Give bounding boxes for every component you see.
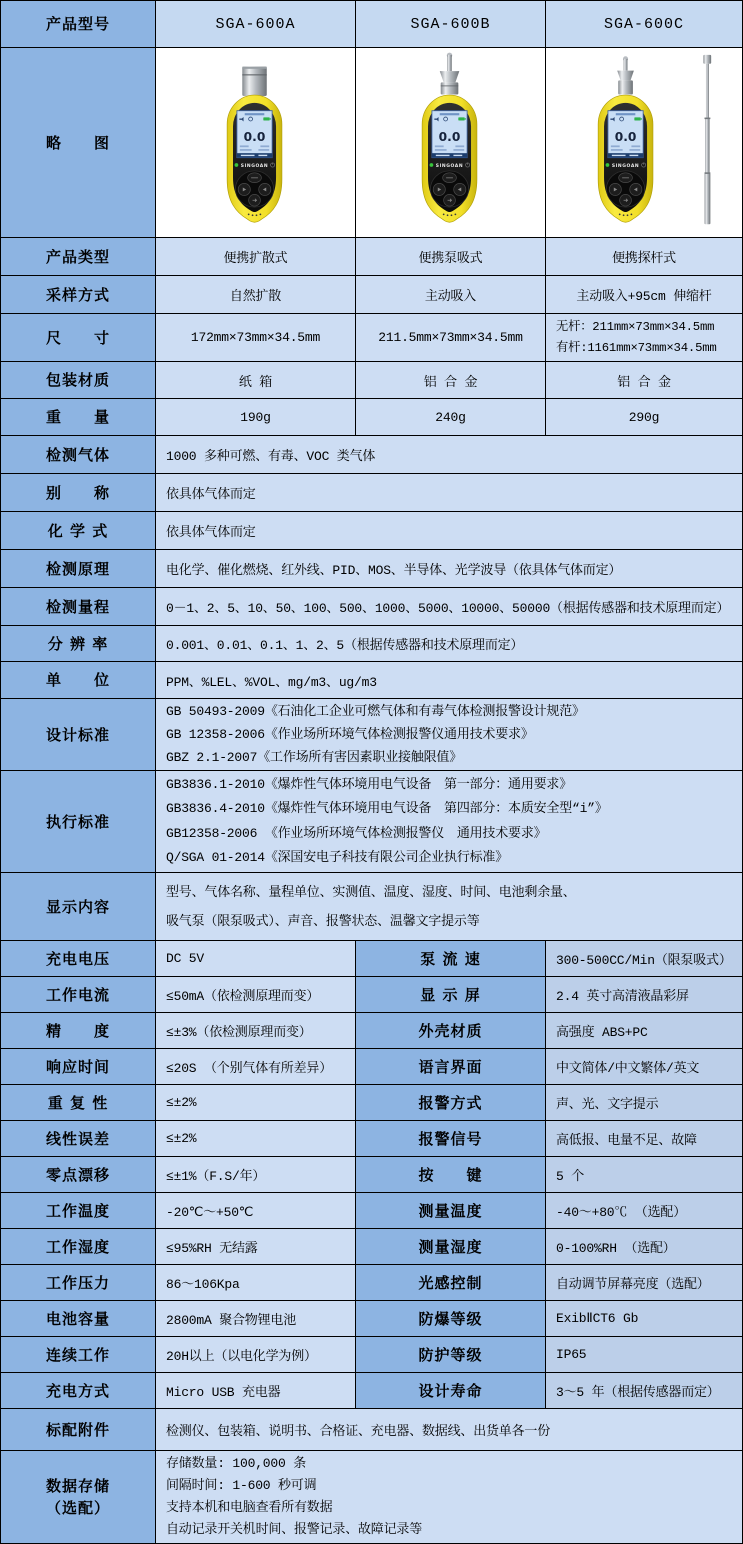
spec-value-weight-1: 240g xyxy=(356,399,546,435)
spec-value-shell-material: 高强度 ABS+PC xyxy=(546,1013,742,1048)
spec-row-display-content xyxy=(1,873,742,941)
sketch-row xyxy=(1,48,742,238)
spec-label-working-temperature: 工作温度 xyxy=(1,1193,156,1228)
spec-label-dimensions: 尺 寸 xyxy=(1,314,156,361)
spec-label-alarm-mode: 报警方式 xyxy=(356,1085,546,1120)
spec-row-resolution xyxy=(1,626,742,662)
spec-label-working-current: 工作电流 xyxy=(1,977,156,1012)
gas-detector-illustration xyxy=(377,52,524,233)
spec-value-explosion-proof-rating: ExibⅡCT6 Gb xyxy=(546,1301,742,1336)
spec-value-weight-2: 290g xyxy=(546,399,742,435)
spec-row-alias xyxy=(1,474,742,512)
spec-value-linearity-error: ≤±2% xyxy=(156,1121,356,1156)
spec-value-sampling-method-1: 主动吸入 xyxy=(356,276,546,313)
device-photo-sga-600a xyxy=(156,48,356,237)
spec-value-detection-principle: 电化学、催化燃烧、红外线、PID、MOS、半导体、光学波导（依具体气体而定） xyxy=(156,550,742,587)
spec-row-working-temperature xyxy=(1,1193,742,1229)
spec-value-standard-accessories: 检测仪、包装箱、说明书、合格证、充电器、数据线、出货单各一份 xyxy=(156,1409,742,1450)
sketch-label: 略 图 xyxy=(1,48,156,237)
spec-value-working-temperature: -20℃～+50℃ xyxy=(156,1193,356,1228)
spec-row-detection-range xyxy=(1,588,742,626)
svg-text:0.0: 0.0 xyxy=(438,130,461,145)
spec-value-charge-method: Micro USB 充电器 xyxy=(156,1373,356,1408)
spec-value-packaging-material-0: 纸 箱 xyxy=(156,362,356,398)
spec-value-buttons: 5 个 xyxy=(546,1157,742,1192)
spec-label-detected-gases: 检测气体 xyxy=(1,436,156,473)
spec-label-language-interface: 语言界面 xyxy=(356,1049,546,1084)
spec-label-resolution: 分 辨 率 xyxy=(1,626,156,661)
spec-label-display-content: 显示内容 xyxy=(1,873,156,940)
spec-row-battery-capacity xyxy=(1,1301,742,1337)
spec-value-accuracy: ≤±3%（依检测原理而变） xyxy=(156,1013,356,1048)
spec-value-detection-range: 0－1、2、5、10、50、100、500、1000、5000、10000、50000（根据传感器和技术原理而定） xyxy=(156,588,742,625)
spec-label-executive-standard: 执行标准 xyxy=(1,771,156,872)
header-model-sga-600b: SGA-600B xyxy=(356,1,546,47)
spec-value-weight-0: 190g xyxy=(156,399,356,435)
spec-value-alarm-signal: 高低报、电量不足、故障 xyxy=(546,1121,742,1156)
spec-label-pump-flow-rate: 泵 流 速 xyxy=(356,941,546,976)
spec-label-accuracy: 精 度 xyxy=(1,1013,156,1048)
spec-value-working-humidity: ≤95%RH 无结露 xyxy=(156,1229,356,1264)
spec-row-dimensions xyxy=(1,314,742,362)
spec-label-standard-accessories: 标配附件 xyxy=(1,1409,156,1450)
spec-value-battery-capacity: 2800mA 聚合物锂电池 xyxy=(156,1301,356,1336)
spec-row-detection-principle xyxy=(1,550,742,588)
spec-row-working-current xyxy=(1,977,742,1013)
device-photo-sga-600c xyxy=(546,48,742,237)
spec-label-unit: 单 位 xyxy=(1,662,156,698)
spec-value-display-screen: 2.4 英寸高清液晶彩屏 xyxy=(546,977,742,1012)
spec-row-sampling-method xyxy=(1,276,742,314)
spec-value-alias: 依具体气体而定 xyxy=(156,474,742,511)
spec-value-response-time: ≤20S （个别气体有所差异） xyxy=(156,1049,356,1084)
spec-value-dimensions-0: 172mm×73mm×34.5mm xyxy=(156,314,356,361)
spec-value-product-type-2: 便携探杆式 xyxy=(546,238,742,275)
spec-label-charge-method: 充电方式 xyxy=(1,1373,156,1408)
spec-label-alias: 别 称 xyxy=(1,474,156,511)
spec-table-body xyxy=(1,1,742,1543)
spec-label-weight: 重 量 xyxy=(1,399,156,435)
header-label: 产品型号 xyxy=(1,1,156,47)
header-model-sga-600c: SGA-600C xyxy=(546,1,742,47)
spec-value-alarm-mode: 声、光、文字提示 xyxy=(546,1085,742,1120)
spec-value-product-type-0: 便携扩散式 xyxy=(156,238,356,275)
spec-value-data-storage: 存储数量: 100,000 条 间隔时间: 1-600 秒可调 支持本机和电脑查看所有数据 自动记录开关机时间、报警记录、故障记录等 xyxy=(156,1451,742,1543)
spec-label-detection-principle: 检测原理 xyxy=(1,550,156,587)
svg-text:0.0: 0.0 xyxy=(615,130,637,145)
spec-row-weight xyxy=(1,399,742,436)
spec-row-accuracy xyxy=(1,1013,742,1049)
spec-label-measure-temperature: 测量温度 xyxy=(356,1193,546,1228)
spec-row-chemical-formula xyxy=(1,512,742,550)
spec-label-light-sensing-control: 光感控制 xyxy=(356,1265,546,1300)
spec-row-linearity-error xyxy=(1,1121,742,1157)
svg-text:SINGOAN: SINGOAN xyxy=(612,163,640,169)
spec-value-executive-standard: GB3836.1-2010《爆炸性气体环境用电气设备 第一部分：通用要求》 GB3836.4-2010《爆炸性气体环境用电气设备 第四部分：本质安全型“i”》 GB12358-2006 《作业场所环境气体检测报警仪 通用技术要求》 Q/SGA 01-2014《深国安电子科技有限公司企业执行标准》 xyxy=(156,771,742,872)
spec-row-continuous-work xyxy=(1,1337,742,1373)
spec-row-data-storage xyxy=(1,1451,742,1543)
spec-value-sampling-method-0: 自然扩散 xyxy=(156,276,356,313)
spec-label-sampling-method: 采样方式 xyxy=(1,276,156,313)
spec-value-unit: PPM、%LEL、%VOL、mg/m3、ug/m3 xyxy=(156,662,742,698)
spec-label-linearity-error: 线性误差 xyxy=(1,1121,156,1156)
spec-value-detected-gases: 1000 多种可燃、有毒、VOC 类气体 xyxy=(156,436,742,473)
svg-text:SINGOAN: SINGOAN xyxy=(240,163,269,169)
spec-label-design-standard: 设计标准 xyxy=(1,699,156,770)
spec-row-product-type xyxy=(1,238,742,276)
spec-value-design-life: 3～5 年（根据传感器而定） xyxy=(546,1373,742,1408)
spec-value-resolution: 0.001、0.01、0.1、1、2、5（根据传感器和技术原理而定） xyxy=(156,626,742,661)
spec-value-pump-flow-rate: 300-500CC/Min（限泵吸式） xyxy=(546,941,742,976)
spec-label-measure-humidity: 测量湿度 xyxy=(356,1229,546,1264)
spec-label-data-storage: 数据存储 （选配） xyxy=(1,1451,156,1543)
spec-value-chemical-formula: 依具体气体而定 xyxy=(156,512,742,549)
spec-label-working-pressure: 工作压力 xyxy=(1,1265,156,1300)
spec-row-working-pressure xyxy=(1,1265,742,1301)
spec-value-dimensions-1: 211.5mm×73mm×34.5mm xyxy=(356,314,546,361)
spec-label-buttons: 按 键 xyxy=(356,1157,546,1192)
spec-label-repeatability: 重 复 性 xyxy=(1,1085,156,1120)
spec-label-protection-rating: 防护等级 xyxy=(356,1337,546,1372)
spec-value-dimensions-2: 无杆：211mm×73mm×34.5mm 有杆:1161mm×73mm×34.5mm xyxy=(546,314,742,361)
svg-text:SINGOAN: SINGOAN xyxy=(435,163,464,169)
spec-value-packaging-material-2: 铝 合 金 xyxy=(546,362,742,398)
gas-detector-illustration xyxy=(182,52,329,233)
spec-label-explosion-proof-rating: 防爆等级 xyxy=(356,1301,546,1336)
spec-row-standard-accessories xyxy=(1,1409,742,1451)
spec-label-design-life: 设计寿命 xyxy=(356,1373,546,1408)
spec-row-design-standard xyxy=(1,699,742,771)
spec-label-response-time: 响应时间 xyxy=(1,1049,156,1084)
spec-row-charge-voltage xyxy=(1,941,742,977)
svg-text:0.0: 0.0 xyxy=(243,130,266,145)
gas-detector-illustration xyxy=(553,52,734,233)
spec-label-display-screen: 显 示 屏 xyxy=(356,977,546,1012)
spec-label-chemical-formula: 化 学 式 xyxy=(1,512,156,549)
spec-row-executive-standard xyxy=(1,771,742,873)
spec-label-charge-voltage: 充电电压 xyxy=(1,941,156,976)
spec-value-light-sensing-control: 自动调节屏幕亮度（选配） xyxy=(546,1265,742,1300)
spec-label-zero-drift: 零点漂移 xyxy=(1,1157,156,1192)
spec-value-repeatability: ≤±2% xyxy=(156,1085,356,1120)
device-photo-sga-600b xyxy=(356,48,546,237)
spec-value-design-standard: GB 50493-2009《石油化工企业可燃气体和有毒气体检测报警设计规范》 GB 12358-2006《作业场所环境气体检测报警仪通用技术要求》 GBZ 2.1-2007《工作场所有害因素职业接触限值》 xyxy=(156,699,742,770)
spec-value-language-interface: 中文简体/中文繁体/英文 xyxy=(546,1049,742,1084)
spec-value-charge-voltage: DC 5V xyxy=(156,941,356,976)
spec-row-repeatability xyxy=(1,1085,742,1121)
spec-label-battery-capacity: 电池容量 xyxy=(1,1301,156,1336)
spec-value-display-content: 型号、气体名称、量程单位、实测值、温度、湿度、时间、电池剩余量、 吸气泵（限泵吸式）、声音、报警状态、温馨文字提示等 xyxy=(156,873,742,940)
spec-value-working-pressure: 86～106Kpa xyxy=(156,1265,356,1300)
spec-value-packaging-material-1: 铝 合 金 xyxy=(356,362,546,398)
spec-value-working-current: ≤50mA（依检测原理而变） xyxy=(156,977,356,1012)
spec-row-charge-method xyxy=(1,1373,742,1409)
spec-row-unit xyxy=(1,662,742,699)
spec-label-detection-range: 检测量程 xyxy=(1,588,156,625)
spec-label-continuous-work: 连续工作 xyxy=(1,1337,156,1372)
spec-value-sampling-method-2: 主动吸入+95cm 伸缩杆 xyxy=(546,276,742,313)
spec-label-working-humidity: 工作湿度 xyxy=(1,1229,156,1264)
spec-label-alarm-signal: 报警信号 xyxy=(356,1121,546,1156)
spec-row-packaging-material xyxy=(1,362,742,399)
spec-label-shell-material: 外壳材质 xyxy=(356,1013,546,1048)
spec-row-response-time xyxy=(1,1049,742,1085)
spec-row-detected-gases xyxy=(1,436,742,474)
spec-value-measure-temperature: -40～+80℃ （选配） xyxy=(546,1193,742,1228)
header-model-sga-600a: SGA-600A xyxy=(156,1,356,47)
spec-value-zero-drift: ≤±1%（F.S/年） xyxy=(156,1157,356,1192)
spec-value-product-type-1: 便携泵吸式 xyxy=(356,238,546,275)
spec-value-measure-humidity: 0-100%RH （选配） xyxy=(546,1229,742,1264)
spec-label-packaging-material: 包装材质 xyxy=(1,362,156,398)
header-row xyxy=(1,1,742,48)
spec-value-continuous-work: 20H以上（以电化学为例） xyxy=(156,1337,356,1372)
spec-label-product-type: 产品类型 xyxy=(1,238,156,275)
spec-row-zero-drift xyxy=(1,1157,742,1193)
spec-row-working-humidity xyxy=(1,1229,742,1265)
spec-value-protection-rating: IP65 xyxy=(546,1337,742,1372)
